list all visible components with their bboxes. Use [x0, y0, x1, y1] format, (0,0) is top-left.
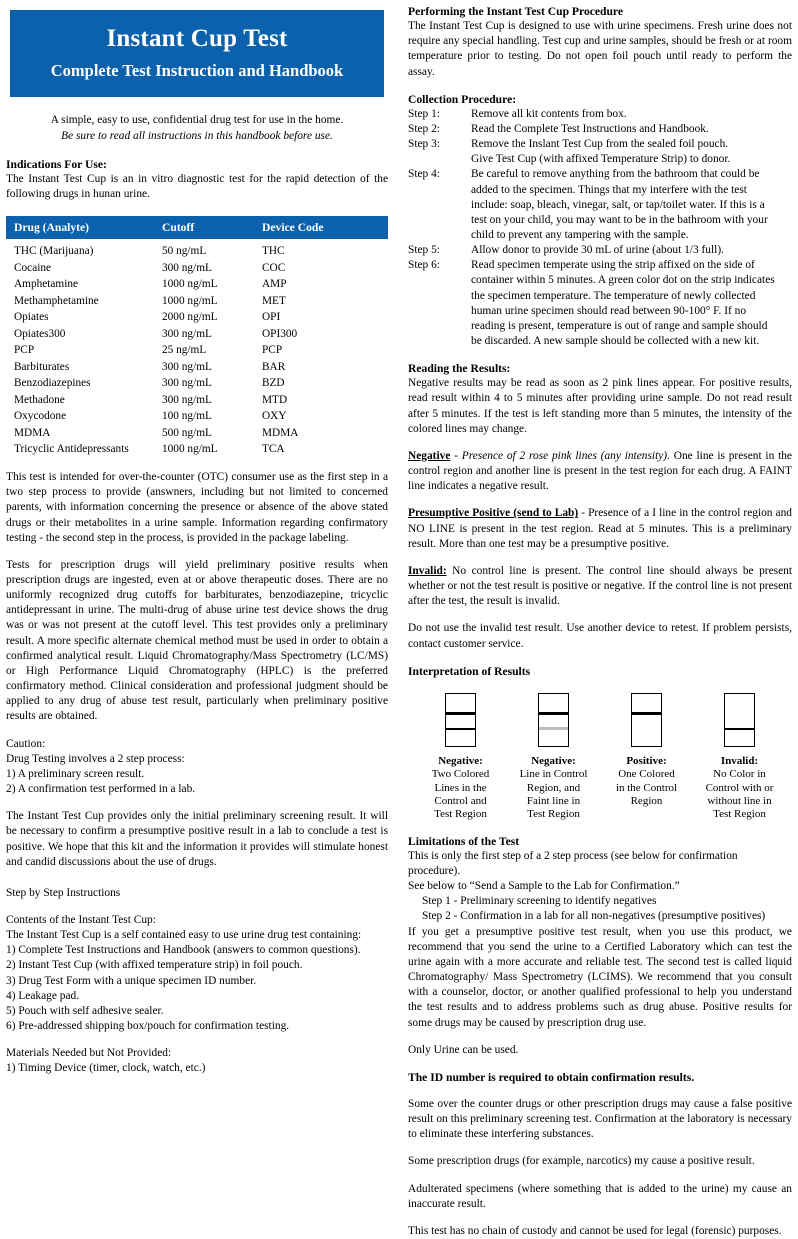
list-item: 1) Timing Device (timer, clock, watch, etc.): [6, 1062, 206, 1075]
reading-results-body: Negative results may be read as soon as 2 pink lines appear. For positive results, read result within 4 to 5 minutes after providing urine sample. Do not read result after 5 minutes. If the test is left standing more than 5 minutes, the intensity of the colored lines may change.: [408, 377, 792, 435]
cell-device-code: OPI: [262, 311, 281, 324]
step-text-continuation: reading is present, temperature is out of range and sample should: [471, 319, 768, 332]
list-item: Step 2 - Confirmation in a lab for all non-negatives (presumptive positives): [422, 910, 766, 923]
step-by-step-heading: Step by Step Instructions: [6, 886, 121, 899]
cell-drug-name: Opiates300: [14, 327, 66, 340]
column-header-device-code: Device Code: [262, 216, 388, 239]
list-item: 3) Drug Test Form with a unique specimen ID number.: [6, 974, 257, 987]
procedure-step: [408, 137, 792, 152]
table-row: [6, 310, 388, 326]
procedure-step: [408, 258, 792, 273]
strip-caption: [432, 755, 490, 822]
cell-device-code: TCA: [262, 443, 285, 456]
list-item: 6) Pre-addressed shipping box/pouch for confirmation testing.: [6, 1020, 290, 1033]
procedure-step: [408, 243, 792, 258]
interpretation-strips: [408, 693, 792, 822]
strip-caption-line: One Colored: [618, 768, 675, 781]
limitations-line-2: See below to “Send a Sample to the Lab for Confirmation.”: [408, 880, 680, 893]
limitations-body: If you get a presumptive positive test result, when you use this product, we recommend that you send the urine to a Certified Laboratory which can test the urine again with a more accurate and reliable test. The second test is called liquid Chromatography/ Mass Spectrometry (LCIMS). We recommend that you consult with a counselor, doctor, or another qualified professional to help you understand the test results and to address problems such as drug abuse. Positive results for some drugs may be caused by prescription drug use.: [408, 925, 792, 1029]
negative-rest: One line is present in the control region and another line is present in the test region for each drug. A FAINT line indicates a negative result.: [408, 449, 792, 493]
cell-cutoff: 300 ng/mL: [162, 261, 212, 274]
reading-results-heading: Reading the Results:: [408, 362, 511, 376]
presumptive-positive-term: Presumptive Positive (send to Lab): [408, 507, 579, 520]
test-strip-diagram: [631, 693, 662, 747]
right-column: [394, 4, 792, 1237]
strip-caption-line: Faint line in: [526, 794, 581, 807]
procedure-step: [408, 122, 792, 137]
collection-heading: Collection Procedure:: [408, 92, 517, 106]
cell-device-code: OXY: [262, 410, 287, 423]
table-row: [6, 409, 388, 425]
cell-cutoff: 300 ng/mL: [162, 360, 212, 373]
table-row: [6, 425, 388, 441]
left-column: [6, 4, 394, 1075]
result-line: [446, 728, 475, 730]
test-strip-diagram: [724, 693, 755, 747]
table-row: [6, 442, 388, 458]
table-row: [6, 260, 388, 276]
materials-items: [6, 1061, 388, 1076]
procedure-step: [408, 167, 792, 182]
performing-heading: Performing the Instant Test Cup Procedure: [408, 5, 624, 18]
cell-cutoff: 25 ng/mL: [162, 344, 207, 357]
step-text-continuation: container within 5 minutes. A green color dot on the strip indicates: [471, 274, 775, 287]
step-text-continuation: be discarded. A new sample should be collected with a new kit.: [471, 335, 760, 348]
table-row: [6, 376, 388, 392]
strip-caption-title: Negative:: [438, 754, 483, 767]
cell-drug-name: Methadone: [14, 393, 65, 406]
step-text: Read the Complete Test Instructions and Handbook.: [471, 122, 709, 135]
prescription-paragraph: Tests for prescription drugs will yield preliminary positive results when prescription drugs are ingested, even at or above therapeutic doses. There are no uniformly recognized drug cutoffs for barbiturates, benzodiazepine, tricyclic antidepressant in urine. The multi-drug of abuse urine test device shows the drug was or was not present at the cutoff level. This test provides only a preliminary result. A more specific alternate chemical method must be used in order to obtain a confirmed analytical result. Liquid Chromatography/Mass Spectrometry (LC/MS) or High Performance Liquid Chromatography (HPLC) is the preferred confirmatory method. Clinical consideration and professional judgment should be applied to any drug of abuse test result, particularly when preliminary positive results are obtained.: [6, 558, 388, 723]
table-row: [6, 293, 388, 309]
id-required-paragraph: The ID number is required to obtain confirmation results.: [408, 1070, 695, 1084]
step-text: Be careful to remove anything from the bathroom that could be: [471, 168, 760, 181]
strip-caption-line: Region, and: [526, 781, 581, 794]
cell-cutoff: 300 ng/mL: [162, 393, 212, 406]
strip-caption: [520, 755, 588, 822]
list-item: 2) Instant Test Cup (with affixed temperature strip) in foil pouch.: [6, 959, 303, 972]
cell-drug-name: PCP: [14, 344, 35, 357]
negative-term: Negative: [408, 449, 451, 462]
strip-caption-line: Control and: [434, 794, 487, 807]
cell-cutoff: 300 ng/mL: [162, 327, 212, 340]
step-label: Step 5:: [408, 244, 440, 257]
cell-device-code: MTD: [262, 393, 288, 406]
step-label: Step 2:: [408, 122, 440, 135]
strip-caption-title: Negative:: [531, 754, 576, 767]
strip-caption-line: without line in: [707, 794, 772, 807]
test-strip-diagram: [445, 693, 476, 747]
presumptive-positive-definition: [408, 506, 792, 551]
invalid-rest: No control line is present. The control line should always be present whether or not the test result is positive or negative. If the control line is not present after the test, the result is invalid.: [408, 564, 792, 608]
strip-caption-line: No Color in: [713, 768, 766, 781]
step-text-continuation: child to prevent any tampering with the sample.: [471, 229, 689, 241]
list-item: 1) Complete Test Instructions and Handbook (answers to common questions).: [6, 944, 361, 957]
cell-device-code: AMP: [262, 278, 287, 291]
list-item: Step 1 - Preliminary screening to identify negatives: [422, 895, 657, 908]
negative-italic: - Presence of 2 rose pink lines (any intensity).: [450, 449, 670, 462]
otc-paragraph: This test is intended for over-the-counter (OTC) consumer use as the first step in a two step process to provide (answners, including but not limited to concerned parents, with information concerning the presence or absence of the above stated drugs or their metabolites in a urine sample. Information regarding confirmatory testing - the second step in the process, is provided in the package labeling.: [6, 471, 388, 544]
cell-drug-name: THC (Marijuana): [14, 245, 94, 258]
step-text: Remove all kit contents from box.: [471, 107, 627, 120]
strip-negative-two-lines: [419, 693, 503, 822]
do-not-use-paragraph: Do not use the invalid test result. Use another device to retest. If problem persists, contact customer service.: [408, 622, 792, 650]
contents-heading: Contents of the Instant Test Cup:: [6, 913, 156, 926]
caution-intro: Drug Testing involves a 2 step process:: [6, 752, 185, 765]
table-row: [6, 326, 388, 342]
strip-caption-title: Invalid:: [720, 754, 759, 767]
limitations-sub-steps: [408, 894, 792, 924]
step-text-continuation: test on your child, you may want to be in the bathroom with your: [471, 213, 768, 226]
only-urine-paragraph: Only Urine can be used.: [408, 1043, 519, 1056]
invalid-definition: [408, 564, 792, 609]
step-text-continuation: the specimen temperature. The temperature of newly collected: [471, 289, 756, 302]
collection-steps: [408, 107, 792, 350]
negative-definition: [408, 449, 792, 494]
strip-caption-line: Test Region: [434, 808, 487, 821]
step-label: Step 6:: [408, 259, 440, 272]
step-text: Allow donor to provide 30 mL of urine (about 1/3 full).: [471, 244, 724, 257]
cell-drug-name: Amphetamine: [14, 278, 78, 291]
cell-device-code: BZD: [262, 377, 285, 390]
column-header-cutoff: Cutoff: [162, 216, 262, 239]
cell-drug-name: Benzodiazepines: [14, 377, 91, 390]
step-text-continuation: added to the specimen. Things that my interfere with the test: [471, 183, 747, 196]
limitations-line-1: This is only the first step of a 2 step process (see below for confirmation procedure).: [408, 849, 738, 877]
tagline-line-2: Be sure to read all instructions in this handbook before use.: [61, 130, 333, 143]
contents-intro: The Instant Test Cup is a self contained easy to use urine drug test containing:: [6, 929, 362, 942]
step-text-continuation: Give Test Cup (with affixed Temperature Strip) to donor.: [471, 153, 731, 166]
strip-caption-line: Two Colored: [431, 768, 490, 781]
false-positive-paragraph: Some over the counter drugs or other prescription drugs may cause a false positive result on this preliminary screening test. Confirmation at the laboratory is necessary to eliminate these interfering substances.: [408, 1097, 792, 1141]
drug-analyte-table: [6, 216, 388, 458]
table-row: [6, 239, 388, 260]
strip-invalid: [698, 693, 782, 822]
indications-heading: Indications For Use:: [6, 158, 107, 171]
drug-table-body: [6, 239, 388, 458]
adulterated-paragraph: Adulterated specimens (where something that is added to the urine) my cause an inaccurate result.: [408, 1182, 792, 1210]
interpretation-heading: Interpretation of Results: [408, 664, 531, 678]
table-row: [6, 343, 388, 359]
caution-heading: Caution:: [6, 737, 46, 750]
cell-cutoff: 500 ng/mL: [162, 426, 212, 439]
step-text-continuation: human urine specimen should read between 90-100° F. If no: [471, 304, 747, 317]
cell-drug-name: Tricyclic Antidepressants: [14, 443, 129, 456]
step-text: Read specimen temperate using the strip affixed on the side of: [471, 259, 755, 272]
invalid-term: Invalid:: [408, 564, 447, 577]
step-label: Step 3:: [408, 138, 440, 151]
cell-cutoff: 50 ng/mL: [162, 245, 207, 258]
cell-device-code: PCP: [262, 344, 283, 357]
result-line: [539, 712, 568, 714]
banner-subtitle: Complete Test Instruction and Handbook: [50, 60, 344, 80]
strip-caption: [616, 755, 677, 809]
strip-negative-faint-line: [512, 693, 596, 822]
cell-cutoff: 1000 ng/mL: [162, 294, 218, 307]
strip-caption-title: Positive:: [626, 754, 667, 767]
table-row: [6, 359, 388, 375]
list-item: 5) Pouch with self adhesive sealer.: [6, 1004, 164, 1017]
tagline: [16, 112, 378, 145]
cell-device-code: OPI300: [262, 327, 298, 340]
strip-caption-line: Test Region: [527, 808, 580, 821]
strip-caption-line: in the Control: [615, 781, 678, 794]
cell-drug-name: Oxycodone: [14, 410, 67, 423]
step-text: Remove the Inslant Test Cup from the sealed foil pouch.: [471, 138, 729, 151]
strip-caption: [706, 755, 774, 822]
performing-body: The Instant Test Cup is designed to use with urine specimens. Fresh urine does not require any special handling. Test cup and urine samples, should be fresh or at room temperature prior to testing. Do not open foil pouch until ready to perform the assay.: [408, 20, 792, 78]
materials-heading: Materials Needed but Not Provided:: [6, 1047, 172, 1060]
chain-of-custody-paragraph: This test has no chain of custody and cannot be used for legal (forensic) purposes.: [408, 1224, 782, 1237]
caution-items: [6, 767, 388, 797]
drug-table-head: [6, 216, 388, 239]
cell-cutoff: 300 ng/mL: [162, 377, 212, 390]
cell-drug-name: Opiates: [14, 311, 49, 324]
strip-caption-line: Region: [630, 794, 663, 807]
result-line: [632, 712, 661, 714]
narcotics-paragraph: Some prescription drugs (for example, narcotics) my cause a positive result.: [408, 1155, 755, 1168]
step-text-continuation: include: soap, bleach, vinegar, salt, or tap/toilet water. If this is a: [471, 198, 765, 211]
limitations-heading: Limitations of the Test: [408, 834, 520, 848]
strip-caption-line: Lines in the: [434, 781, 487, 794]
step-label: Step 1:: [408, 107, 440, 120]
contents-items: [6, 943, 388, 1034]
cell-cutoff: 100 ng/mL: [162, 410, 212, 423]
cell-cutoff: 1000 ng/mL: [162, 443, 218, 456]
cell-device-code: BAR: [262, 360, 286, 373]
cell-drug-name: Barbiturates: [14, 360, 70, 373]
procedure-step: [408, 107, 792, 122]
list-item: 4) Leakage pad.: [6, 989, 80, 1002]
presumptive-positive-rest: - Presence of a I line in the control region and NO LINE is present in the test region. Read at 5 minutes. This is a preliminary result. More than one test may be a presumptive positive.: [408, 507, 792, 550]
cell-cutoff: 2000 ng/mL: [162, 311, 218, 324]
drug-table-header-row: [6, 216, 388, 239]
cell-device-code: THC: [262, 245, 285, 258]
strip-caption-line: Control with or: [705, 781, 774, 794]
table-row: [6, 392, 388, 408]
tagline-line-1: A simple, easy to use, confidential drug test for use in the home.: [50, 113, 344, 126]
result-line: [725, 728, 754, 730]
test-strip-diagram: [538, 693, 569, 747]
column-header-drug: Drug (Analyte): [6, 216, 162, 239]
cell-device-code: MDMA: [262, 426, 299, 439]
strip-positive: [605, 693, 689, 822]
cell-device-code: COC: [262, 261, 286, 274]
title-banner: [10, 10, 384, 97]
step-label: Step 4:: [408, 168, 440, 181]
cell-cutoff: 1000 ng/mL: [162, 278, 218, 291]
indications-body: The Instant Test Cup is an in vitro diagnostic test for the rapid detection of the following drugs in hunan urine.: [6, 173, 388, 201]
faint-result-line: [539, 727, 568, 730]
table-row: [6, 277, 388, 293]
strip-caption-line: Line in Control: [519, 768, 588, 781]
cell-drug-name: MDMA: [14, 426, 51, 439]
cell-drug-name: Cocaine: [14, 261, 52, 274]
screening-paragraph: The Instant Test Cup provides only the initial preliminary screening result. It will be necessary to confirm a presumptive positive result in a lab to conclude a test is positive. We hope that this kit and the information it provides will stimulate honest and candid discussions about the use of drugs.: [6, 810, 388, 868]
list-item: 2) A confirmation test performed in a lab.: [6, 783, 196, 796]
banner-title: Instant Cup Test: [106, 25, 288, 52]
cell-device-code: MET: [262, 294, 286, 307]
cell-drug-name: Methamphetamine: [14, 294, 99, 307]
result-line: [446, 712, 475, 714]
list-item: 1) A preliminary screen result.: [6, 767, 145, 780]
strip-caption-line: Test Region: [713, 808, 766, 821]
